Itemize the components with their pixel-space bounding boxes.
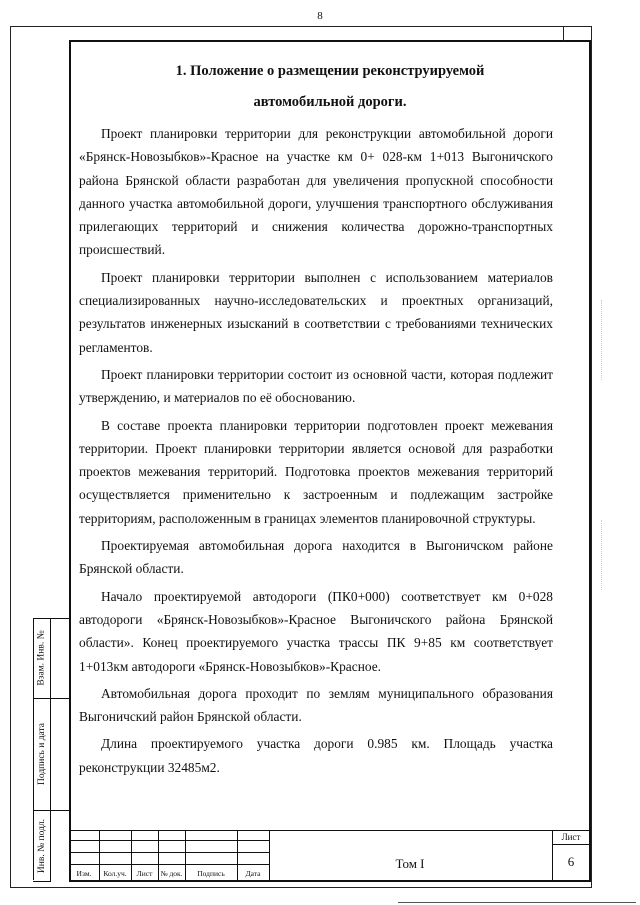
side-label-podpis: Подпись и дата xyxy=(37,722,48,786)
paragraph: Длина проектируемого участка дороги 0.985 км. Площадь участка реконструкции 32485м2. xyxy=(79,736,553,775)
stamp-caption-podpis: Подпись xyxy=(197,869,225,878)
stamp-caption-kol: Кол.уч. xyxy=(103,869,127,878)
stamp-caption-doc: № док. xyxy=(160,869,183,878)
side-label-inv: Инв. № подл. xyxy=(37,818,48,874)
side-label-vzam: Взам. Инв. № xyxy=(37,630,47,686)
sheet-caption: Лист xyxy=(561,832,581,842)
section-heading-line1: 1. Положение о размещении реконструируемой xyxy=(175,63,485,79)
document-body xyxy=(79,122,553,783)
scan-edge-line xyxy=(398,902,636,903)
stamp-caption-list: Лист xyxy=(136,869,153,878)
paragraph: Автомобильная дорога проходит по землям муниципального образования Выгоничский район Брянской области. xyxy=(79,685,553,725)
volume-title: Том I xyxy=(395,856,425,871)
page-number: 8 xyxy=(317,10,323,22)
paragraph: Проект планировки территории для реконструкции автомобильной дороги «Брянск-Новозыбков»-Красное на участке км 0+ 028-км 1+013 Выгоничского района Брянской области разработан для увеличения пропускной способности данного участка автомобильной дороги, улучшения транспортного обслуживания прилегающих территорий и снижения количества дорожно-транспортных происшествий. xyxy=(79,126,553,258)
frame-corner-mark xyxy=(563,27,592,41)
scan-margin-mark xyxy=(601,300,602,380)
sheet-number: 6 xyxy=(567,854,575,869)
paragraph: В составе проекта планировки территории подготовлен проект межевания территории. Проект планировки территории является основой для разработки проектов межевания территорий. Подготовка проектов межевания территорий осуществляется применительно к застроенным и подлежащим застройке территориям, расположенным в границах элементов планировочной структуры. xyxy=(79,417,553,526)
stamp-caption-data: Дата xyxy=(245,869,261,878)
paragraph: Начало проектируемой автодороги (ПК0+000) соответствует км 0+028 автодороги «Брянск-Новозыбков»-Красное Выгоничского района Брянской области». Конец проектируемого участка трассы ПК 9+85 км соответствует 1+013км автодороги «Брянск-Новозыбков»-Красное. xyxy=(79,588,553,674)
paragraph: Проектируемая автомобильная дорога находится в Выгоничском районе Брянской области. xyxy=(79,538,553,577)
section-heading-line2: автомобильной дороги. xyxy=(253,94,407,110)
stamp-caption-izm: Изм. xyxy=(76,869,92,878)
paragraph: Проект планировки территории состоит из основной части, которая подлежит утверждению, и материалов по её обоснованию. xyxy=(79,366,553,406)
scan-margin-mark xyxy=(601,520,602,590)
paragraph: Проект планировки территории выполнен с использованием материалов специализированных научно-исследовательских и проектных организаций, результатов инженерных изысканий в соответствии с требованиями технических регламентов. xyxy=(79,269,553,355)
